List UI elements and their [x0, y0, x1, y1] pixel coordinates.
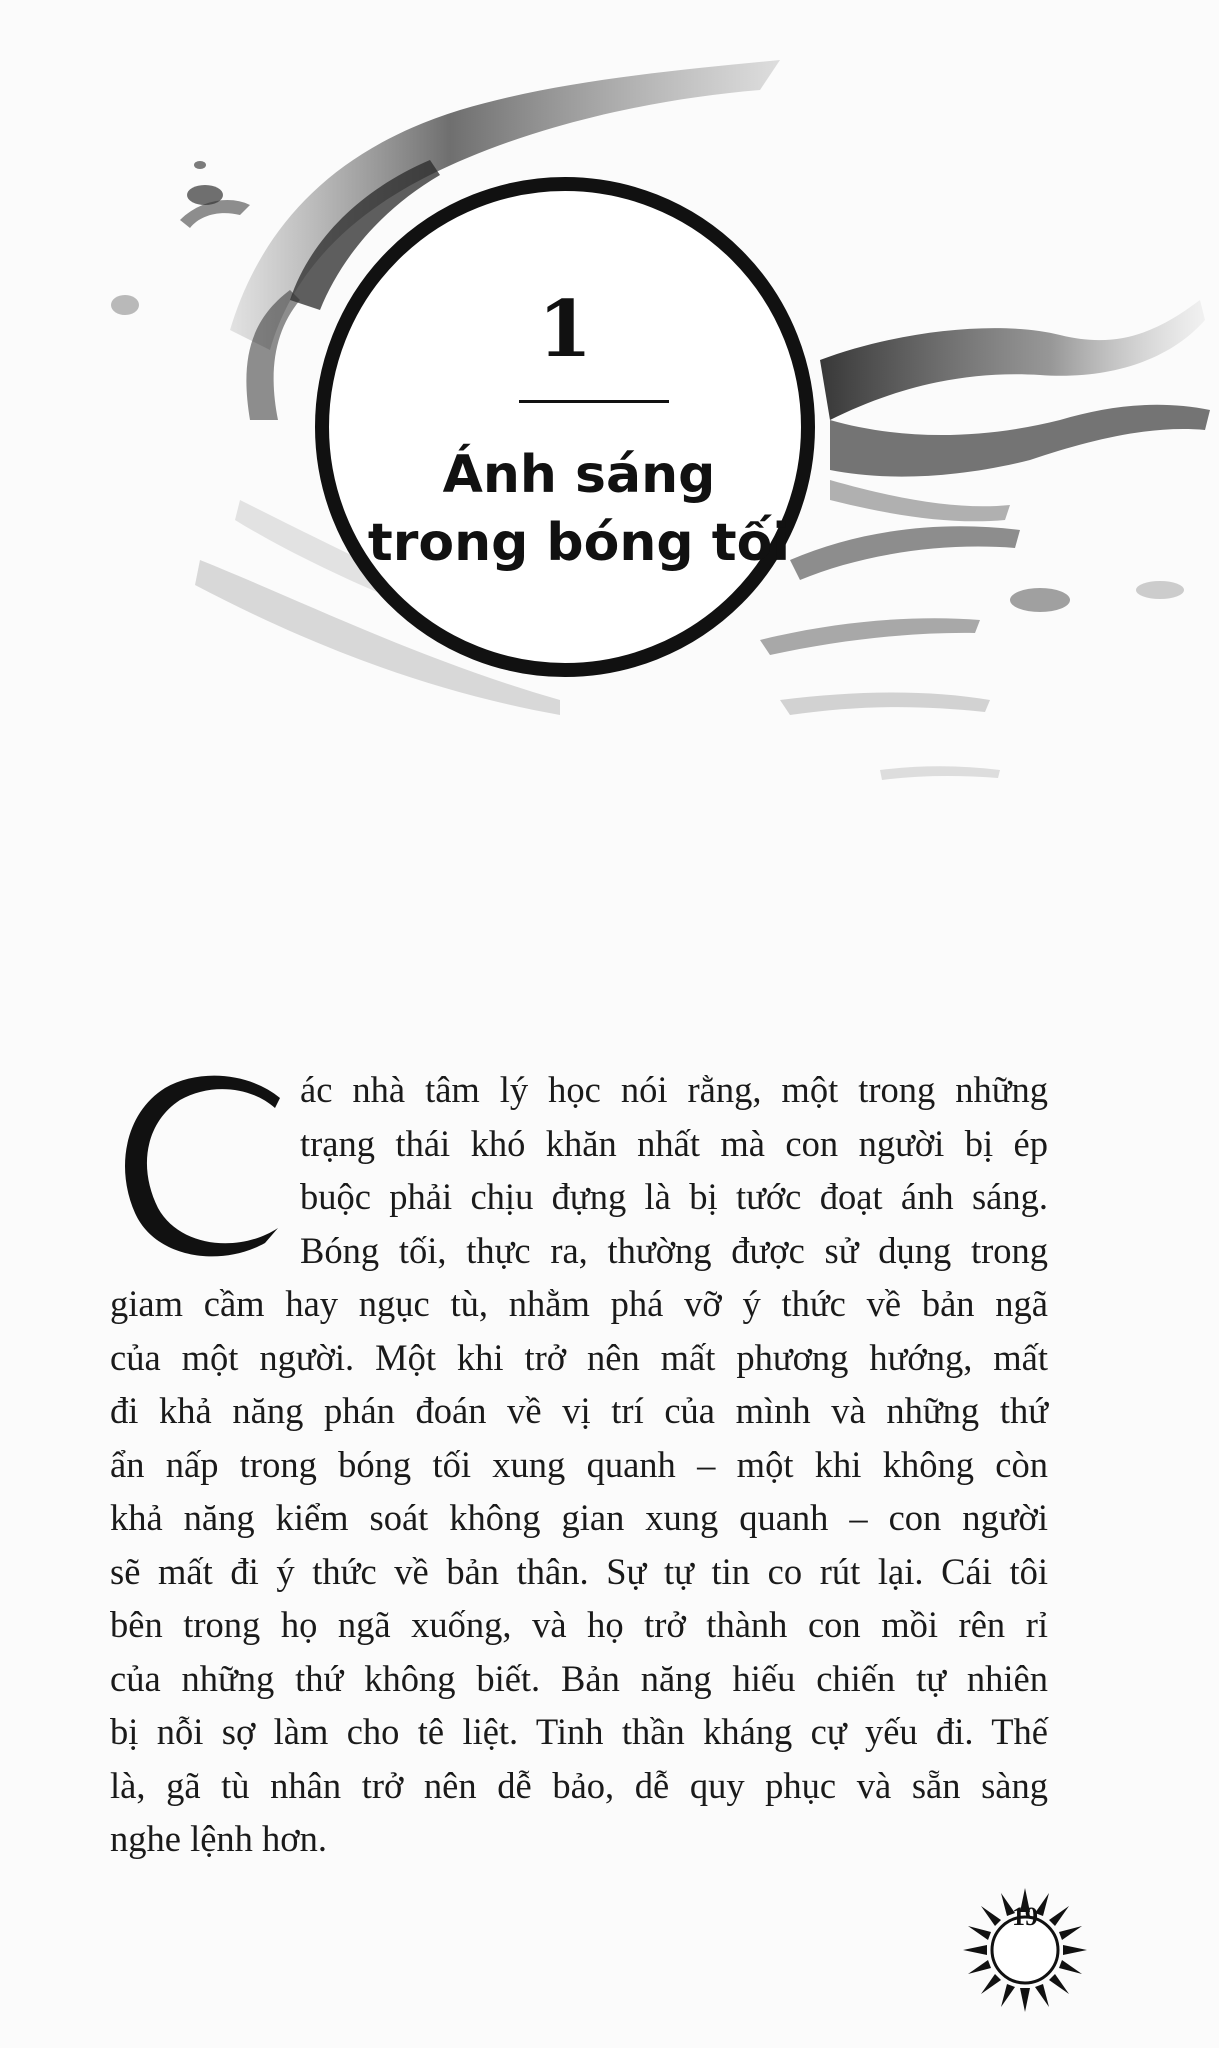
paragraph-line: của những thứ không biết. Bản năng hiếu chiến tự nhiên	[110, 1657, 1048, 1699]
chapter-title: Ánh sáng trong bóng tối	[367, 445, 791, 573]
paragraph-line: giam cầm hay ngục tù, nhằm phá vỡ ý thức về bản ngã	[110, 1283, 1048, 1324]
paragraph-line: đi khả năng phán đoán về vị trí của mình và những thứ	[110, 1390, 1048, 1431]
chapter-number: 1	[537, 284, 593, 375]
body-paragraph	[110, 1063, 1048, 1866]
paragraph-line: nghe lệnh hơn.	[110, 1818, 327, 1859]
paragraph-line: Bóng tối, thực ra, thường được sử dụng trong	[300, 1229, 1048, 1271]
paragraph-line: bị nỗi sợ làm cho tê liệt. Tinh thần kháng cự yếu đi. Thế	[110, 1711, 1048, 1752]
paragraph-line: trạng thái khó khăn nhất mà con người bị ép	[300, 1122, 1048, 1164]
paragraph-line: ác nhà tâm lý học nói rằng, một trong những	[300, 1069, 1048, 1110]
chapter-badge	[315, 177, 815, 677]
sun-ornament-icon	[955, 1880, 1095, 2020]
paragraph-line: buộc phải chịu đựng là bị tước đoạt ánh sáng.	[300, 1176, 1048, 1217]
paragraph-line: của một người. Một khi trở nên mất phương hướng, mất	[110, 1336, 1048, 1378]
paragraph-line: ẩn nấp trong bóng tối xung quanh – một khi không còn	[110, 1443, 1048, 1485]
paragraph-line: khả năng kiểm soát không gian xung quanh – con người	[110, 1497, 1048, 1538]
paragraph-line: sẽ mất đi ý thức về bản thân. Sự tự tin co rút lại. Cái tôi	[110, 1550, 1048, 1592]
paragraph-line: bên trong họ ngã xuống, và họ trở thành con mồi rên rỉ	[110, 1604, 1048, 1645]
chapter-divider	[519, 400, 669, 403]
page-number: 19	[1012, 1902, 1038, 1931]
paragraph-line: là, gã tù nhân trở nên dễ bảo, dễ quy phục và sẵn sàng	[110, 1764, 1048, 1806]
